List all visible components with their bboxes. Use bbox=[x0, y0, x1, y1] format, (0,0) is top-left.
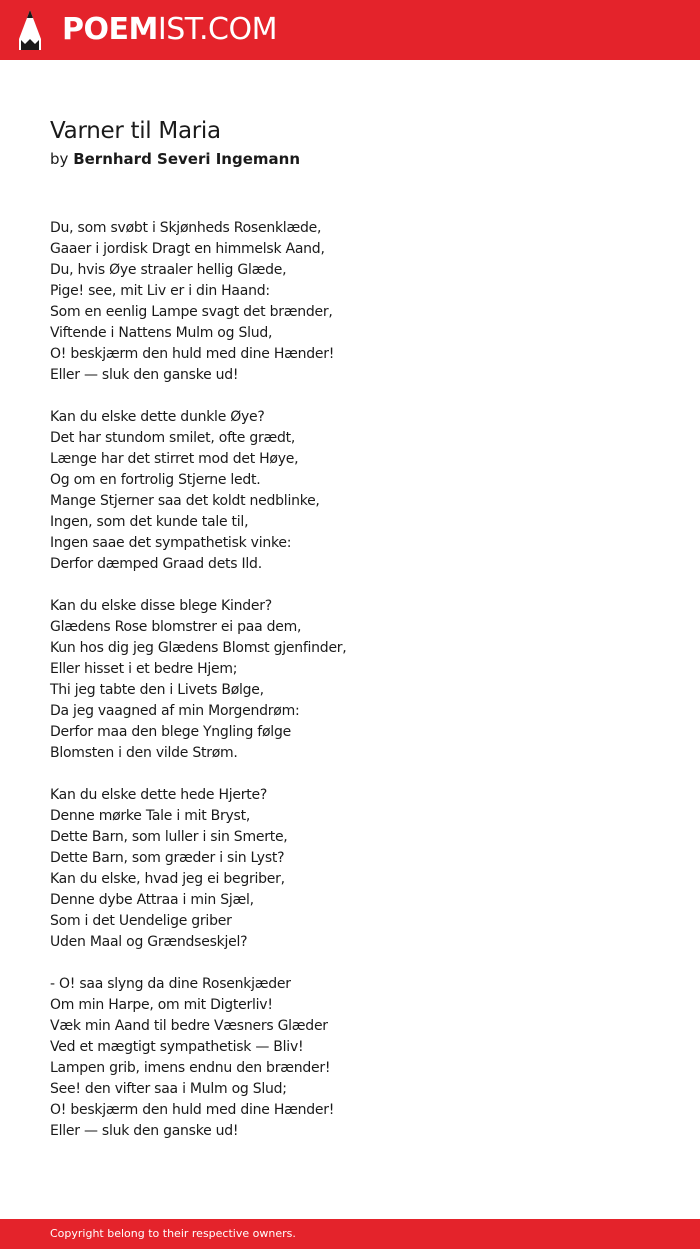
poem-line: Glædens Rose blomstrer ei paa dem, bbox=[50, 619, 302, 635]
poem-line: O! beskjærm den huld med dine Hænder! bbox=[50, 346, 335, 362]
poem-line: Eller — sluk den ganske ud! bbox=[50, 367, 239, 383]
poem-line: Du, som svøbt i Skjønheds Rosenklæde, bbox=[50, 220, 322, 236]
poem-line: Gaaer i jordisk Dragt en himmelsk Aand, bbox=[50, 241, 325, 257]
stanza bbox=[50, 596, 650, 764]
byline bbox=[50, 148, 300, 170]
poem-line: Eller hisset i et bedre Hjem; bbox=[50, 661, 238, 677]
poem-line: Ved et mægtigt sympathetisk — Bliv! bbox=[50, 1039, 304, 1055]
poem-line: - O! saa slyng da dine Rosenkjæder bbox=[50, 976, 291, 992]
poem-line: Lampen grib, imens endnu den brænder! bbox=[50, 1060, 331, 1076]
site-header bbox=[0, 0, 700, 60]
poem-line: Som en eenlig Lampe svagt det brænder, bbox=[50, 304, 333, 320]
poem-line: Du, hvis Øye straaler hellig Glæde, bbox=[50, 262, 287, 278]
stanza bbox=[50, 785, 650, 953]
poem-line: Denne mørke Tale i mit Bryst, bbox=[50, 808, 251, 824]
poem-line: Væk min Aand til bedre Væsners Glæder bbox=[50, 1018, 328, 1034]
poem-line: Pige! see, mit Liv er i din Haand: bbox=[50, 283, 270, 299]
stanza bbox=[50, 974, 650, 1142]
poem-line: Og om en fortrolig Stjerne ledt. bbox=[50, 472, 261, 488]
poem-line: Kan du elske disse blege Kinder? bbox=[50, 598, 272, 614]
poem-line: Det har stundom smilet, ofte grædt, bbox=[50, 430, 296, 446]
poem-line: Derfor maa den blege Yngling følge bbox=[50, 724, 291, 740]
poem-body bbox=[50, 218, 650, 1163]
by-label: by bbox=[50, 150, 69, 168]
poem-line: Viftende i Nattens Mulm og Slud, bbox=[50, 325, 273, 341]
stanza bbox=[50, 218, 650, 386]
poem-line: Uden Maal og Grændseskjel? bbox=[50, 934, 248, 950]
site-footer bbox=[0, 1219, 700, 1249]
poem-line: See! den vifter saa i Mulm og Slud; bbox=[50, 1081, 287, 1097]
author-name: Bernhard Severi Ingemann bbox=[73, 150, 300, 168]
poem-line: Mange Stjerner saa det koldt nedblinke, bbox=[50, 493, 320, 509]
poem-line: Eller — sluk den ganske ud! bbox=[50, 1123, 239, 1139]
poem-line: Ingen, som det kunde tale til, bbox=[50, 514, 249, 530]
poem-line: Kan du elske dette dunkle Øye? bbox=[50, 409, 265, 425]
poem-line: Som i det Uendelige griber bbox=[50, 913, 232, 929]
poem-line: Længe har det stirret mod det Høye, bbox=[50, 451, 299, 467]
brand-bold-text: POEM bbox=[62, 12, 158, 47]
poem-line: Kan du elske, hvad jeg ei begriber, bbox=[50, 871, 285, 887]
poem-line: Thi jeg tabte den i Livets Bølge, bbox=[50, 682, 264, 698]
poem-line: Derfor dæmped Graad dets Ild. bbox=[50, 556, 262, 572]
copyright-notice: Copyright belong to their respective owners. bbox=[50, 1227, 296, 1240]
site-logo-wordmark[interactable] bbox=[62, 10, 277, 50]
poem-line: O! beskjærm den huld med dine Hænder! bbox=[50, 1102, 335, 1118]
stanza bbox=[50, 407, 650, 575]
brand-light-text: IST.COM bbox=[157, 12, 277, 47]
poem-title: Varner til Maria bbox=[50, 118, 221, 144]
poem-line: Denne dybe Attraa i min Sjæl, bbox=[50, 892, 254, 908]
poem-line: Kun hos dig jeg Glædens Blomst gjenfinder, bbox=[50, 640, 347, 656]
poem-line: Da jeg vaagned af min Morgendrøm: bbox=[50, 703, 300, 719]
poem-line: Om min Harpe, om mit Digterliv! bbox=[50, 997, 273, 1013]
poem-line: Dette Barn, som luller i sin Smerte, bbox=[50, 829, 288, 845]
pencil-tip-icon[interactable] bbox=[17, 9, 43, 51]
poem-line: Kan du elske dette hede Hjerte? bbox=[50, 787, 268, 803]
poem-line: Blomsten i den vilde Strøm. bbox=[50, 745, 238, 761]
poem-line: Dette Barn, som græder i sin Lyst? bbox=[50, 850, 285, 866]
poem-line: Ingen saae det sympathetisk vinke: bbox=[50, 535, 292, 551]
